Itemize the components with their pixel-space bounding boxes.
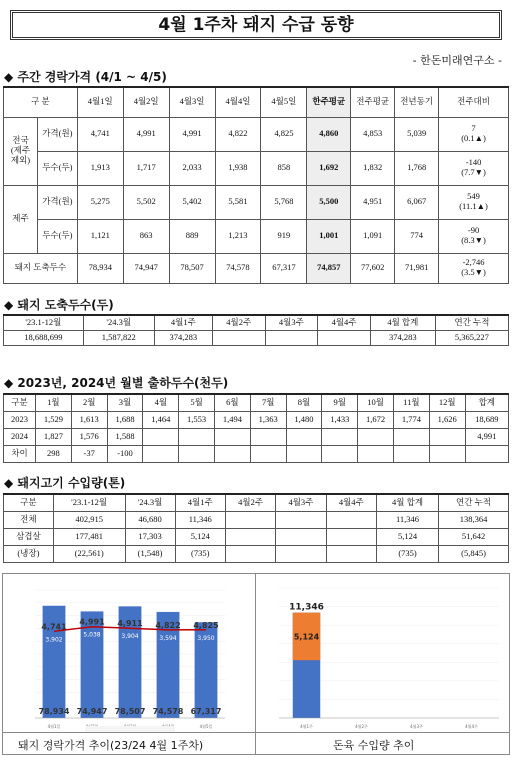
cell: 51,642 xyxy=(439,528,509,545)
cell: 5,124 xyxy=(376,528,438,545)
cell: 46,680 xyxy=(125,511,175,528)
cell: 6,067 xyxy=(395,185,439,219)
th-month: 10월 xyxy=(358,394,394,411)
th-import: 4월3주 xyxy=(276,494,326,511)
cell: 1,553 xyxy=(179,411,215,428)
organization: - 한돈미래연구소 - xyxy=(412,54,502,67)
cell: (735) xyxy=(376,545,438,562)
th-slaughter: 4월2주 xyxy=(212,315,265,330)
cell: 11,346 xyxy=(376,511,438,528)
th-last-year: 전년동기 xyxy=(395,87,439,117)
th-apr3: 4월3일 xyxy=(169,87,215,117)
cell xyxy=(326,545,376,562)
bar-label-total: 11,346 xyxy=(289,602,324,613)
row-type: 두수(두) xyxy=(37,219,77,253)
cell xyxy=(265,330,318,345)
x-tick-label: 4월5일 xyxy=(199,724,213,729)
overlay-label: 3,950 xyxy=(197,634,215,642)
cell xyxy=(393,428,429,445)
cell xyxy=(393,445,429,462)
row-type: 두수(두) xyxy=(37,151,77,185)
import-trend-chart xyxy=(259,578,509,738)
cell: 402,915 xyxy=(53,511,125,528)
row-label: 돼지 도축두수 xyxy=(4,253,78,283)
diff-value: 7 xyxy=(471,123,476,134)
cell: 5,402 xyxy=(169,185,215,219)
cell: 74,947 xyxy=(123,253,169,283)
x-tick-label: 4월2주 xyxy=(355,724,368,729)
cell: 4,991 xyxy=(465,428,508,445)
cell: 74,578 xyxy=(215,253,261,283)
bar-label: 67,317 xyxy=(190,707,222,716)
cell: 71,981 xyxy=(395,253,439,283)
shipment-row xyxy=(4,428,509,445)
cell: 4,860 xyxy=(307,117,351,151)
bar-label-belly: 5,124 xyxy=(293,632,320,642)
cell: 177,481 xyxy=(53,528,125,545)
price-label: 4,825 xyxy=(193,620,219,630)
cell xyxy=(179,428,215,445)
chart1-caption: 돼지 경락가격 추이(23/24 4월 1주차) xyxy=(18,739,204,752)
cell: 4,951 xyxy=(351,185,395,219)
cell: 4,991 xyxy=(123,117,169,151)
cell: 4,741 xyxy=(77,117,123,151)
import-table xyxy=(3,493,509,563)
row-type: 가격(원) xyxy=(37,117,77,151)
cell: 138,364 xyxy=(439,511,509,528)
cell xyxy=(439,253,509,283)
cell: 18,688,699 xyxy=(4,330,84,345)
cell: 374,283 xyxy=(154,330,212,345)
cell xyxy=(326,511,376,528)
th-import: '23.1-12월 xyxy=(53,494,125,511)
section-monthly-shipment-title: ◆ 2023년, 2024년 월별 출하두수(천두) xyxy=(4,376,229,390)
shipment-row xyxy=(4,445,509,462)
cell: 2024 xyxy=(4,428,36,445)
cell: -37 xyxy=(71,445,107,462)
cell: 1,091 xyxy=(351,219,395,253)
weekly-price-table xyxy=(3,86,509,284)
cell: -100 xyxy=(107,445,143,462)
cell xyxy=(439,151,509,185)
cell: 1,363 xyxy=(250,411,286,428)
cell xyxy=(276,528,326,545)
cell xyxy=(358,445,394,462)
cell: 17,303 xyxy=(125,528,175,545)
cell: (1,548) xyxy=(125,545,175,562)
price-label: 4,991 xyxy=(79,617,105,627)
overlay-label: 3,594 xyxy=(159,634,177,642)
section-import-title: ◆ 돼지고기 수입량(톤) xyxy=(4,476,126,490)
bar-label: 74,578 xyxy=(152,707,184,716)
cell: 삼겹살 xyxy=(4,528,54,545)
cell xyxy=(143,445,179,462)
cell: 2,033 xyxy=(169,151,215,185)
cell: 5,275 xyxy=(77,185,123,219)
price-row xyxy=(4,185,509,219)
diff-pct: (3.5▼) xyxy=(461,267,486,277)
cell xyxy=(212,330,265,345)
cell: 1,692 xyxy=(307,151,351,185)
cell xyxy=(439,219,509,253)
price-row xyxy=(4,117,509,151)
th-import: '24.3월 xyxy=(125,494,175,511)
cell: 1,717 xyxy=(123,151,169,185)
cell xyxy=(276,511,326,528)
cell xyxy=(429,428,465,445)
cell: 858 xyxy=(261,151,307,185)
cell: 77,602 xyxy=(351,253,395,283)
cell: (22,561) xyxy=(53,545,125,562)
th-month: 7월 xyxy=(250,394,286,411)
cell: 78,507 xyxy=(169,253,215,283)
diff-pct: (7.7▼) xyxy=(461,167,486,177)
th-apr5: 4월5일 xyxy=(261,87,307,117)
th-week-avg: 한주평균 xyxy=(307,87,351,117)
th-import: 4월1주 xyxy=(175,494,225,511)
cell xyxy=(225,511,275,528)
cell xyxy=(225,528,275,545)
th-import: 연간 누적 xyxy=(439,494,509,511)
cell: 889 xyxy=(169,219,215,253)
cell: 1,774 xyxy=(393,411,429,428)
th-slaughter: '24.3월 xyxy=(83,315,154,330)
cell xyxy=(276,545,326,562)
cell xyxy=(358,428,394,445)
section-slaughter-title: ◆ 돼지 도축두수(두) xyxy=(4,298,114,312)
cell xyxy=(225,545,275,562)
diff-pct: (0.1▲) xyxy=(461,133,486,143)
cell xyxy=(322,445,358,462)
cell: 1,768 xyxy=(395,151,439,185)
diff-value: -2,746 xyxy=(462,257,485,268)
cell: 919 xyxy=(261,219,307,253)
price-row xyxy=(4,151,509,185)
th-slaughter: 4월3주 xyxy=(265,315,318,330)
th-month: 8월 xyxy=(286,394,322,411)
cell: 차이 xyxy=(4,445,36,462)
th-slaughter: 4월4주 xyxy=(318,315,371,330)
th-month: 4월 xyxy=(143,394,179,411)
shipment-row xyxy=(4,411,509,428)
cell xyxy=(439,117,509,151)
cell xyxy=(286,445,322,462)
th-month: 1월 xyxy=(36,394,72,411)
chart2-caption: 돈육 수입량 추이 xyxy=(333,739,415,752)
cell: 1,576 xyxy=(71,428,107,445)
diff-value: -90 xyxy=(467,225,480,236)
th-month: 3월 xyxy=(107,394,143,411)
th-month: 합계 xyxy=(465,394,508,411)
cell: 1,464 xyxy=(143,411,179,428)
th-apr2: 4월2일 xyxy=(123,87,169,117)
th-import: 4월 합계 xyxy=(376,494,438,511)
cell: 11,346 xyxy=(175,511,225,528)
cell: (735) xyxy=(175,545,225,562)
page-title: 4월 1주차 돼지 수급 동향 xyxy=(10,10,502,40)
cell: 4,822 xyxy=(215,117,261,151)
overlay-label: 3,902 xyxy=(45,636,63,644)
slaughter-table xyxy=(3,314,509,346)
cell: 1,213 xyxy=(215,219,261,253)
cell: 18,689 xyxy=(465,411,508,428)
cell: 298 xyxy=(36,445,72,462)
th-month: 12월 xyxy=(429,394,465,411)
cell: 1,827 xyxy=(36,428,72,445)
group-label: 전국 (제주 제외) xyxy=(4,117,38,185)
cell xyxy=(429,445,465,462)
header-row xyxy=(4,494,509,511)
row-type: 가격(원) xyxy=(37,185,77,219)
cell xyxy=(250,428,286,445)
cell: 1,938 xyxy=(215,151,261,185)
cell: 5,768 xyxy=(261,185,307,219)
price-row xyxy=(4,219,509,253)
th-month: 5월 xyxy=(179,394,215,411)
cell: 78,934 xyxy=(77,253,123,283)
cell xyxy=(465,445,508,462)
group-label: 제주 xyxy=(4,185,38,253)
price-label: 4,911 xyxy=(117,619,143,629)
th-month: 구분 xyxy=(4,394,36,411)
cell xyxy=(250,445,286,462)
overlay-label: 3,904 xyxy=(121,633,139,641)
th-prev-week-avg: 전주평균 xyxy=(351,87,395,117)
cell: 1,587,822 xyxy=(83,330,154,345)
cell: 5,502 xyxy=(123,185,169,219)
cell: 1,626 xyxy=(429,411,465,428)
import-row xyxy=(4,511,509,528)
cell: 5,365,227 xyxy=(435,330,508,345)
cell xyxy=(215,428,251,445)
th-slaughter: 4월1주 xyxy=(154,315,212,330)
cell: 1,588 xyxy=(107,428,143,445)
bar-label: 74,947 xyxy=(76,707,108,716)
diff-value: -140 xyxy=(465,157,482,168)
section-weekly-price-title: ◆ 주간 경락가격 (4/1 ~ 4/5) xyxy=(4,70,167,84)
bar-label: 78,934 xyxy=(38,707,70,716)
cell: 1,001 xyxy=(307,219,351,253)
cell: 74,857 xyxy=(307,253,351,283)
cell: 1,832 xyxy=(351,151,395,185)
th-import: 4월2주 xyxy=(225,494,275,511)
bar-label: 78,507 xyxy=(114,707,146,716)
cell xyxy=(318,330,371,345)
cell: 1,494 xyxy=(215,411,251,428)
th-import: 4월4주 xyxy=(326,494,376,511)
cell xyxy=(326,528,376,545)
x-tick-label: 4월3주 xyxy=(410,724,423,729)
th-slaughter: 연간 누적 xyxy=(435,315,508,330)
cell: 67,317 xyxy=(261,253,307,283)
cell: 전체 xyxy=(4,511,54,528)
cell: 774 xyxy=(395,219,439,253)
th-apr4: 4월4일 xyxy=(215,87,261,117)
total-slaughter-row xyxy=(4,253,509,283)
diff-value: 549 xyxy=(467,191,480,202)
th-slaughter: 4월 합계 xyxy=(370,315,435,330)
overlay-label: 5,038 xyxy=(83,631,101,639)
price-label: 4,822 xyxy=(155,620,181,630)
cell: 5,039 xyxy=(395,117,439,151)
cell: 5,124 xyxy=(175,528,225,545)
cell: (냉장) xyxy=(4,545,54,562)
cell xyxy=(286,428,322,445)
x-tick-label: 4월4주 xyxy=(465,724,478,729)
cell: 1,529 xyxy=(36,411,72,428)
cell xyxy=(179,445,215,462)
th-vs-prev-week: 전주대비 xyxy=(439,87,509,117)
cell: 4,991 xyxy=(169,117,215,151)
diff-pct: (11.1▲) xyxy=(459,201,488,211)
th-import: 구분 xyxy=(4,494,54,511)
cell: 2023 xyxy=(4,411,36,428)
th-month: 6월 xyxy=(215,394,251,411)
th-division: 구 분 xyxy=(4,87,78,117)
cell: 1,613 xyxy=(71,411,107,428)
cell: 1,480 xyxy=(286,411,322,428)
x-tick-label: 4월1일 xyxy=(47,724,61,729)
cell xyxy=(322,428,358,445)
price-label: 4,741 xyxy=(41,622,67,632)
import-row xyxy=(4,545,509,562)
charts-area xyxy=(2,573,510,755)
cell xyxy=(439,185,509,219)
monthly-shipment-table xyxy=(3,393,509,463)
cell: 5,500 xyxy=(307,185,351,219)
th-slaughter: '23.1-12월 xyxy=(4,315,84,330)
cell: 4,825 xyxy=(261,117,307,151)
cell: 4,853 xyxy=(351,117,395,151)
cell: 1,672 xyxy=(358,411,394,428)
x-tick-label: 4월1주 xyxy=(300,724,313,729)
import-row xyxy=(4,528,509,545)
cell: 1,688 xyxy=(107,411,143,428)
th-month: 9월 xyxy=(322,394,358,411)
header-row xyxy=(4,394,509,411)
cell: 1,121 xyxy=(77,219,123,253)
cell xyxy=(143,428,179,445)
cell: 863 xyxy=(123,219,169,253)
price-trend-chart xyxy=(5,578,253,738)
cell: 374,283 xyxy=(370,330,435,345)
cell: 1,913 xyxy=(77,151,123,185)
cell: (5,845) xyxy=(439,545,509,562)
cell xyxy=(215,445,251,462)
cell: 5,581 xyxy=(215,185,261,219)
th-apr1: 4월1일 xyxy=(77,87,123,117)
cell: 1,433 xyxy=(322,411,358,428)
th-month: 11월 xyxy=(393,394,429,411)
diff-pct: (8.3▼) xyxy=(461,235,486,245)
th-month: 2월 xyxy=(71,394,107,411)
